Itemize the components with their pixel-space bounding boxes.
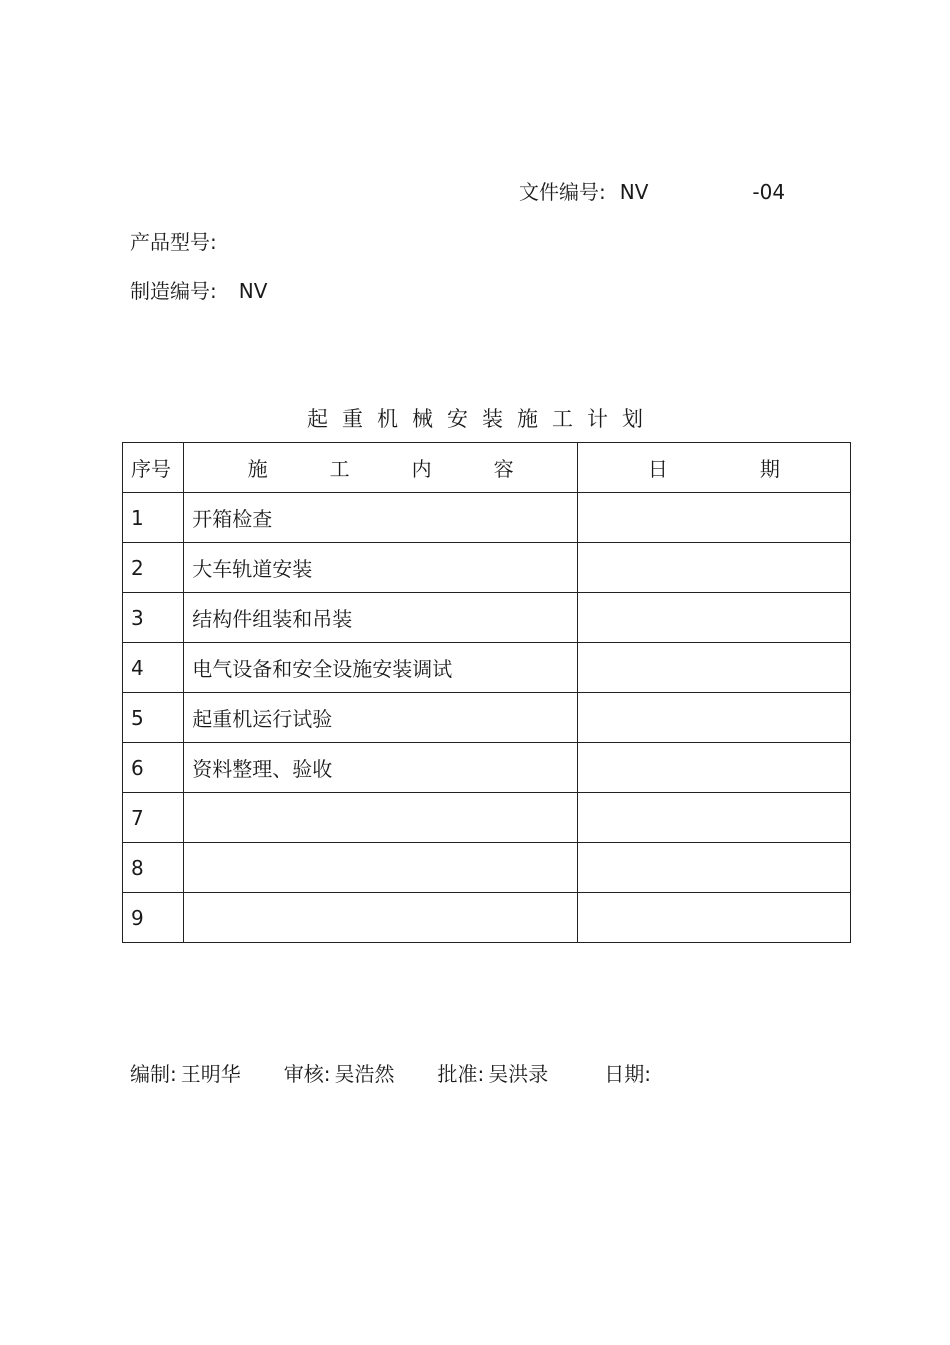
reviewed-label: 审核: — [283, 1062, 331, 1086]
row-no: 5 — [123, 693, 184, 743]
row-no: 2 — [123, 543, 184, 593]
header-date: 日 期 — [577, 443, 850, 493]
header-no: 序号 — [123, 443, 184, 493]
reviewed-by: 吴浩然 — [334, 1062, 395, 1086]
row-date — [577, 593, 850, 643]
table-header-row — [123, 443, 851, 493]
table-row — [123, 543, 851, 593]
header-content: 施 工 内 容 — [184, 443, 578, 493]
row-content — [184, 843, 578, 893]
row-date — [577, 843, 850, 893]
row-no: 8 — [123, 843, 184, 893]
manufacturing-number-value: NV — [238, 279, 268, 303]
row-date — [577, 493, 850, 543]
table-row — [123, 843, 851, 893]
row-date — [577, 643, 850, 693]
row-content: 起重机运行试验 — [184, 693, 578, 743]
table-row — [123, 743, 851, 793]
row-content: 大车轨道安装 — [184, 543, 578, 593]
table-row — [123, 793, 851, 843]
compiled-label: 编制: — [130, 1062, 177, 1086]
table-row — [123, 593, 851, 643]
row-date — [577, 743, 850, 793]
row-content — [184, 793, 578, 843]
row-date — [577, 543, 850, 593]
row-content: 资料整理、验收 — [184, 743, 578, 793]
row-no: 4 — [123, 643, 184, 693]
compiled-by: 王明华 — [180, 1062, 241, 1086]
product-model-label: 产品型号: — [130, 230, 217, 254]
signature-footer — [130, 1062, 651, 1086]
row-content: 结构件组装和吊装 — [184, 593, 578, 643]
date-label: 日期: — [604, 1062, 651, 1086]
approved-label: 批准: — [437, 1062, 485, 1086]
table-row — [123, 893, 851, 943]
table-row — [123, 643, 851, 693]
manufacturing-number — [130, 279, 267, 303]
document-number — [519, 180, 785, 204]
table-row — [123, 493, 851, 543]
row-no: 3 — [123, 593, 184, 643]
document-number-suffix: -04 — [752, 180, 786, 204]
row-content: 开箱检查 — [184, 493, 578, 543]
document-number-value: NV — [619, 180, 649, 204]
row-date — [577, 693, 850, 743]
row-no: 9 — [123, 893, 184, 943]
row-date — [577, 793, 850, 843]
row-no: 1 — [123, 493, 184, 543]
row-content: 电气设备和安全设施安装调试 — [184, 643, 578, 693]
row-no: 6 — [123, 743, 184, 793]
row-date — [577, 893, 850, 943]
approved-by: 吴洪录 — [488, 1062, 549, 1086]
product-model — [130, 230, 217, 254]
row-content — [184, 893, 578, 943]
document-number-label: 文件编号: — [519, 180, 606, 204]
plan-table — [122, 442, 851, 943]
table-row — [123, 693, 851, 743]
row-no: 7 — [123, 793, 184, 843]
page-title: 起重机械安装施工计划 — [307, 407, 657, 431]
manufacturing-number-label: 制造编号: — [130, 279, 217, 303]
